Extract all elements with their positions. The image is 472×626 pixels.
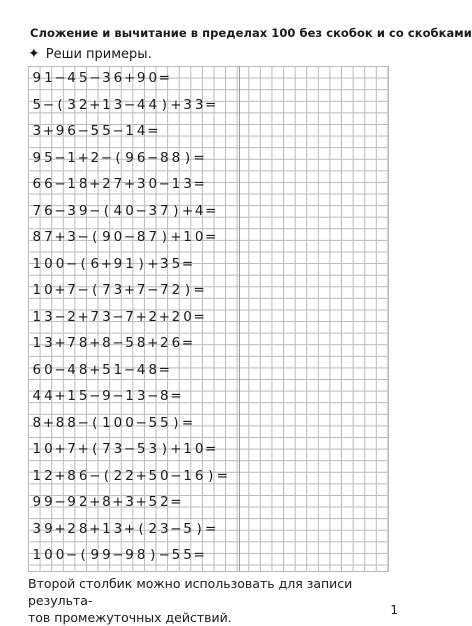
exercise-row: 3 9 + 2 8 + 1 3 + ( 2 3 − 5 ) =	[32, 520, 217, 537]
exercise-row: 1 3 + 7 8 + 8 − 5 8 + 2 6 =	[32, 335, 194, 351]
exercise-row: 9 1 − 4 5 − 3 6 + 9 0 =	[32, 70, 170, 86]
task-instruction	[28, 46, 152, 62]
column-divider	[239, 66, 240, 571]
exercise-row: 9 5 − 1 + 2 − ( 9 6 − 8 8 ) =	[32, 149, 205, 166]
exercise-row: 3 + 9 6 − 5 5 − 1 4 =	[32, 123, 159, 139]
exercise-row: 9 9 − 9 2 + 8 + 3 + 5 2 =	[32, 494, 182, 510]
page-number: 1	[390, 603, 398, 617]
exercise-row: 1 0 + 7 − ( 7 3 + 7 − 7 2 ) =	[32, 282, 205, 298]
footer-note	[28, 575, 396, 626]
exercise-row: 4 4 + 1 5 − 9 − 1 3 − 8 =	[32, 388, 182, 404]
exercise-row: 8 7 + 3 − ( 9 0 − 8 7 ) + 1 0 =	[32, 229, 217, 245]
star-icon: ✦	[28, 46, 40, 62]
exercise-row: 1 3 − 2 + 7 3 − 7 + 2 + 2 0 =	[32, 308, 205, 325]
exercise-row: 1 0 0 − ( 9 9 − 9 8 ) − 5 5 =	[32, 547, 205, 563]
exercise-row: 7 6 − 3 9 − ( 4 0 − 3 7 ) + 4 =	[32, 202, 217, 219]
task-text: Реши примеры.	[45, 47, 152, 62]
squared-grid	[28, 66, 389, 572]
footer-line-2: тов промежуточных действий.	[28, 610, 232, 625]
exercise-row: 6 6 − 1 8 + 2 7 + 3 0 − 1 3 =	[32, 176, 205, 192]
page-title: Сложение и вычитание в пределах 100 без скобок и со скобками	[30, 26, 472, 40]
exercise-row: 8 + 8 8 − ( 1 0 0 − 5 5 ) =	[32, 414, 194, 431]
exercise-row: 1 2 + 8 6 − ( 2 2 + 5 0 − 1 6 ) =	[32, 467, 228, 484]
footer-line-1: Второй столбик можно использовать для записи результа-	[28, 576, 353, 608]
exercise-row: 6 0 − 4 8 + 5 1 − 4 8 =	[32, 361, 170, 378]
exercise-row: 1 0 0 − ( 6 + 9 1 ) + 3 5 =	[32, 255, 194, 272]
exercise-row: 1 0 + 7 + ( 7 3 − 5 3 ) + 1 0 =	[32, 441, 217, 457]
exercise-row: 5 − ( 3 2 + 1 3 − 4 4 ) + 3 3 =	[32, 96, 217, 113]
